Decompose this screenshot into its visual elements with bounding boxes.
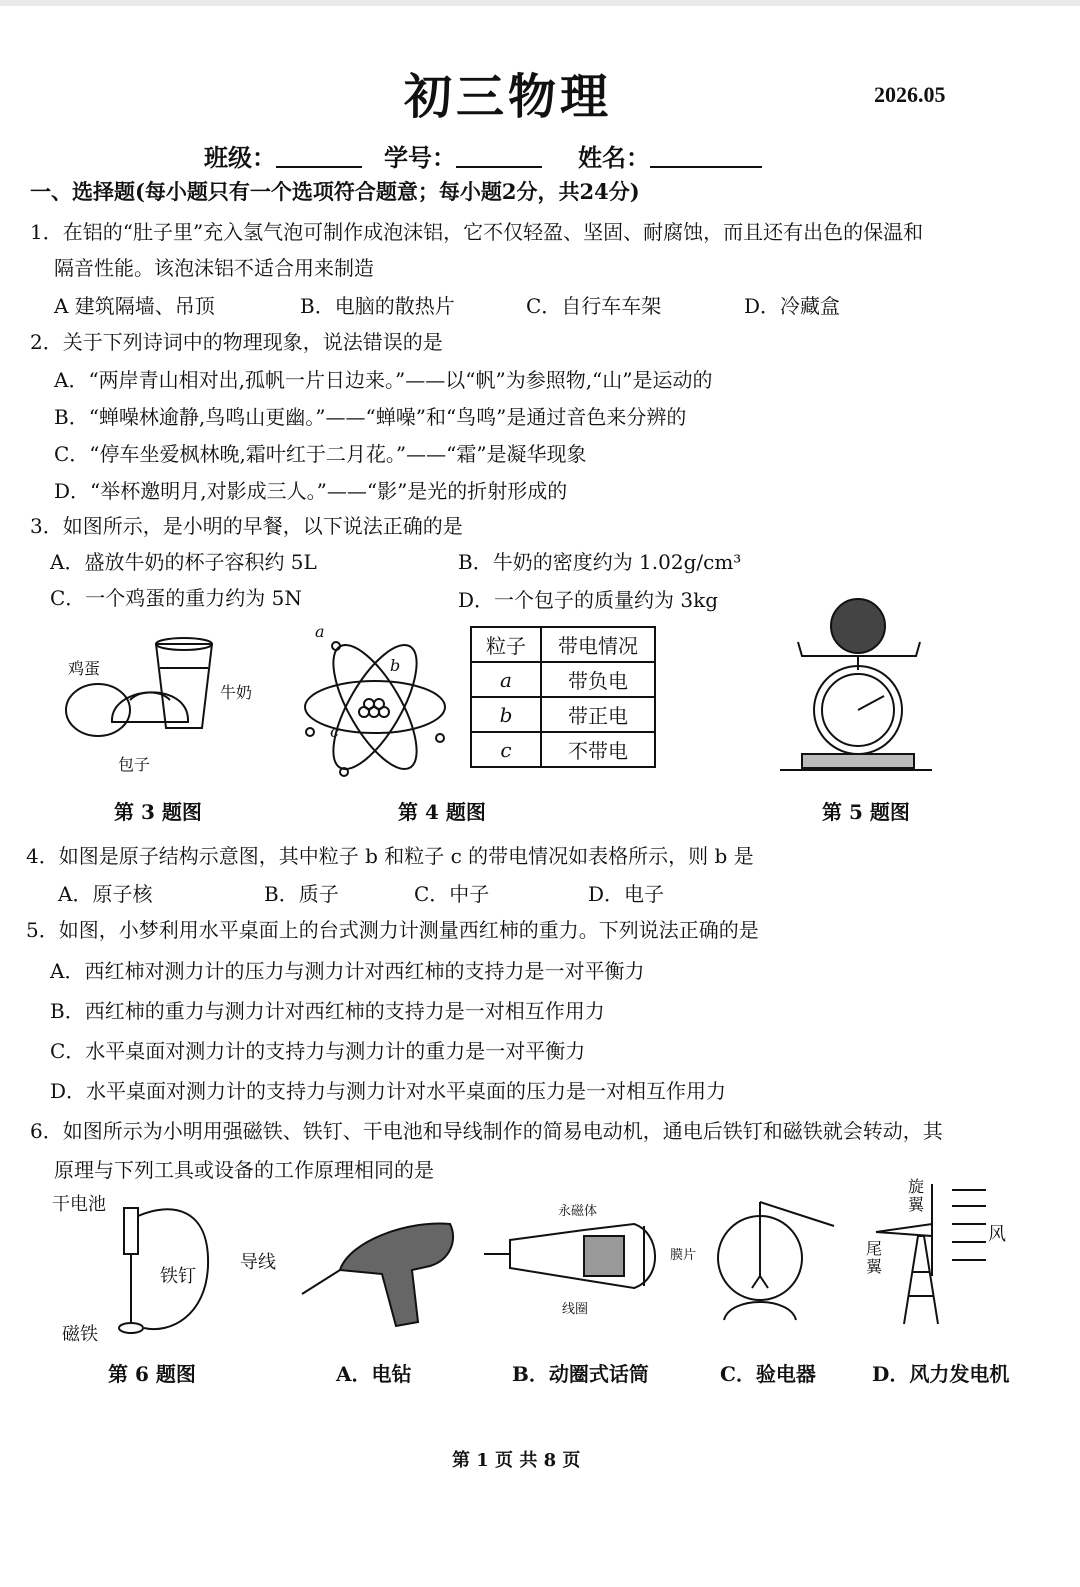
name-label: 姓名： xyxy=(578,143,650,172)
wind-turbine-icon xyxy=(866,1176,996,1336)
q1-option-c[interactable]: C．自行车车架 xyxy=(526,294,662,318)
page-title: 初三物理 xyxy=(404,69,613,125)
q3-option-d[interactable]: D．一个包子的质量约为 3kg xyxy=(458,588,719,612)
mic-membrane-label: 膜片 xyxy=(670,1248,697,1263)
table-cell: 带正电 xyxy=(541,697,655,732)
particle-charge-table xyxy=(470,626,656,768)
fig5-caption: 第 5 题图 xyxy=(822,800,910,824)
wind-tail-label: 尾翼 xyxy=(866,1239,883,1276)
fig3-caption: 第 3 题图 xyxy=(114,800,202,824)
magnet-label: 磁铁 xyxy=(62,1324,98,1345)
option-d-wind-generator[interactable]: D．风力发电机 xyxy=(872,1362,1010,1386)
particle-c-label: c xyxy=(330,722,339,741)
table-cell: 带负电 xyxy=(541,662,655,697)
fig6-caption: 第 6 题图 xyxy=(108,1362,196,1386)
page-number: 第 1 页 共 8 页 xyxy=(452,1450,581,1471)
id-blank[interactable] xyxy=(456,144,542,168)
q1-stem-line2: 隔音性能。该泡沫铝不适合用来制造 xyxy=(54,256,374,280)
dynamic-microphone-icon xyxy=(484,1212,664,1302)
q1-option-d[interactable]: D．冷藏盒 xyxy=(744,294,841,318)
milk-label: 牛奶 xyxy=(220,683,253,702)
class-blank[interactable] xyxy=(276,144,362,168)
particle-b-label: b xyxy=(390,656,401,675)
id-label: 学号： xyxy=(384,143,456,172)
q3-option-a[interactable]: A．盛放牛奶的杯子容积约 5L xyxy=(50,550,317,574)
name-blank[interactable] xyxy=(650,144,762,168)
q4-option-c[interactable]: C．中子 xyxy=(414,882,490,906)
section-heading: 一、选择题(每小题只有一个选项符合题意；每小题2分，共24分) xyxy=(30,179,640,204)
option-c-electroscope[interactable]: C．验电器 xyxy=(720,1362,816,1386)
table-header: 带电情况 xyxy=(541,627,655,662)
q3-option-b[interactable]: B．牛奶的密度约为 1.02g/cm³ xyxy=(458,550,742,574)
q5-option-b[interactable]: B．西红柿的重力与测力计对西红柿的支持力是一对相互作用力 xyxy=(50,999,605,1023)
q6-stem-line2: 原理与下列工具或设备的工作原理相同的是 xyxy=(54,1158,434,1182)
particle-a-label: a xyxy=(315,622,325,641)
mic-magnet-label: 永磁体 xyxy=(558,1204,598,1219)
table-cell: b xyxy=(471,697,541,732)
q2-option-a[interactable]: A．“两岸青山相对出,孤帆一片日边来。”——以“帆”为参照物,“山”是运动的 xyxy=(54,368,713,392)
q4-option-d[interactable]: D．电子 xyxy=(588,882,665,906)
class-label: 班级： xyxy=(204,143,276,172)
exam-date: 2026.05 xyxy=(874,82,946,107)
atom-diagram xyxy=(300,632,450,782)
q2-option-c[interactable]: C．“停车坐爱枫林晚,霜叶红于二月花。”——“霜”是凝华现象 xyxy=(54,442,587,466)
table-row xyxy=(471,732,655,767)
table-cell: a xyxy=(471,662,541,697)
q4-stem: 4．如图是原子结构示意图，其中粒子 b 和粒子 c 的带电情况如表格所示，则 b 是 xyxy=(26,844,754,868)
q1-option-b[interactable]: B．电脑的散热片 xyxy=(300,294,455,318)
q5-option-a[interactable]: A．西红柿对测力计的压力与测力计对西红柿的支持力是一对平衡力 xyxy=(50,959,645,983)
q5-option-d[interactable]: D．水平桌面对测力计的支持力与测力计对水平桌面的压力是一对相互作用力 xyxy=(50,1079,727,1103)
wind-blade-label: 旋翼 xyxy=(908,1177,925,1214)
bun-label: 包子 xyxy=(118,755,151,774)
q6-stem-line1: 6．如图所示为小明用强磁铁、铁钉、干电池和导线制作的简易电动机，通电后铁钉和磁铁就会转动，其 xyxy=(30,1119,943,1143)
name-field xyxy=(578,138,762,173)
q5-option-c[interactable]: C．水平桌面对测力计的支持力与测力计的重力是一对平衡力 xyxy=(50,1039,586,1063)
table-header-row xyxy=(471,627,655,662)
q2-option-b[interactable]: B．“蝉噪林逾静,鸟鸣山更幽。”——“蝉噪”和“鸟鸣”是通过音色来分辨的 xyxy=(54,405,687,429)
q4-option-b[interactable]: B．质子 xyxy=(264,882,339,906)
q5-stem: 5．如图，小梦利用水平桌面上的台式测力计测量西红柿的重力。下列说法正确的是 xyxy=(26,918,759,942)
q3-option-c[interactable]: C．一个鸡蛋的重力约为 5N xyxy=(50,586,302,610)
scan-top-border xyxy=(0,0,1080,6)
q4-option-a[interactable]: A．原子核 xyxy=(58,882,153,906)
table-row xyxy=(471,697,655,732)
wire-label: 导线 xyxy=(240,1252,276,1273)
egg-label: 鸡蛋 xyxy=(68,659,101,678)
q2-stem: 2．关于下列诗词中的物理现象，说法错误的是 xyxy=(30,330,443,354)
battery-label: 干电池 xyxy=(52,1194,106,1215)
wind-label: 风 xyxy=(988,1224,1006,1245)
class-field xyxy=(204,138,362,173)
drill-icon xyxy=(300,1210,460,1340)
table-cell: c xyxy=(471,732,541,767)
q1-option-a[interactable]: A 建筑隔墙、吊顶 xyxy=(54,294,215,318)
fig4-caption: 第 4 题图 xyxy=(398,800,486,824)
breakfast-figure xyxy=(60,630,280,780)
q1-stem-line1: 1．在铝的“肚子里”充入氢气泡可制作成泡沫铝，它不仅轻盈、坚固、耐腐蚀，而且还有出色的保温和 xyxy=(30,220,924,244)
scale-with-tomato-figure xyxy=(780,598,940,778)
id-field xyxy=(384,138,542,173)
nail-label: 铁钉 xyxy=(160,1266,196,1287)
electroscope-icon xyxy=(710,1188,840,1328)
mic-coil-label: 线圈 xyxy=(562,1302,589,1317)
q2-option-d[interactable]: D．“举杯邀明月,对影成三人。”——“影”是光的折射形成的 xyxy=(54,479,568,503)
table-row xyxy=(471,662,655,697)
table-cell: 不带电 xyxy=(541,732,655,767)
q3-stem: 3．如图所示，是小明的早餐，以下说法正确的是 xyxy=(30,514,463,538)
option-b-dynamic-microphone[interactable]: B．动圈式话筒 xyxy=(512,1362,649,1386)
table-header: 粒子 xyxy=(471,627,541,662)
option-a-drill[interactable]: A．电钻 xyxy=(336,1362,412,1386)
